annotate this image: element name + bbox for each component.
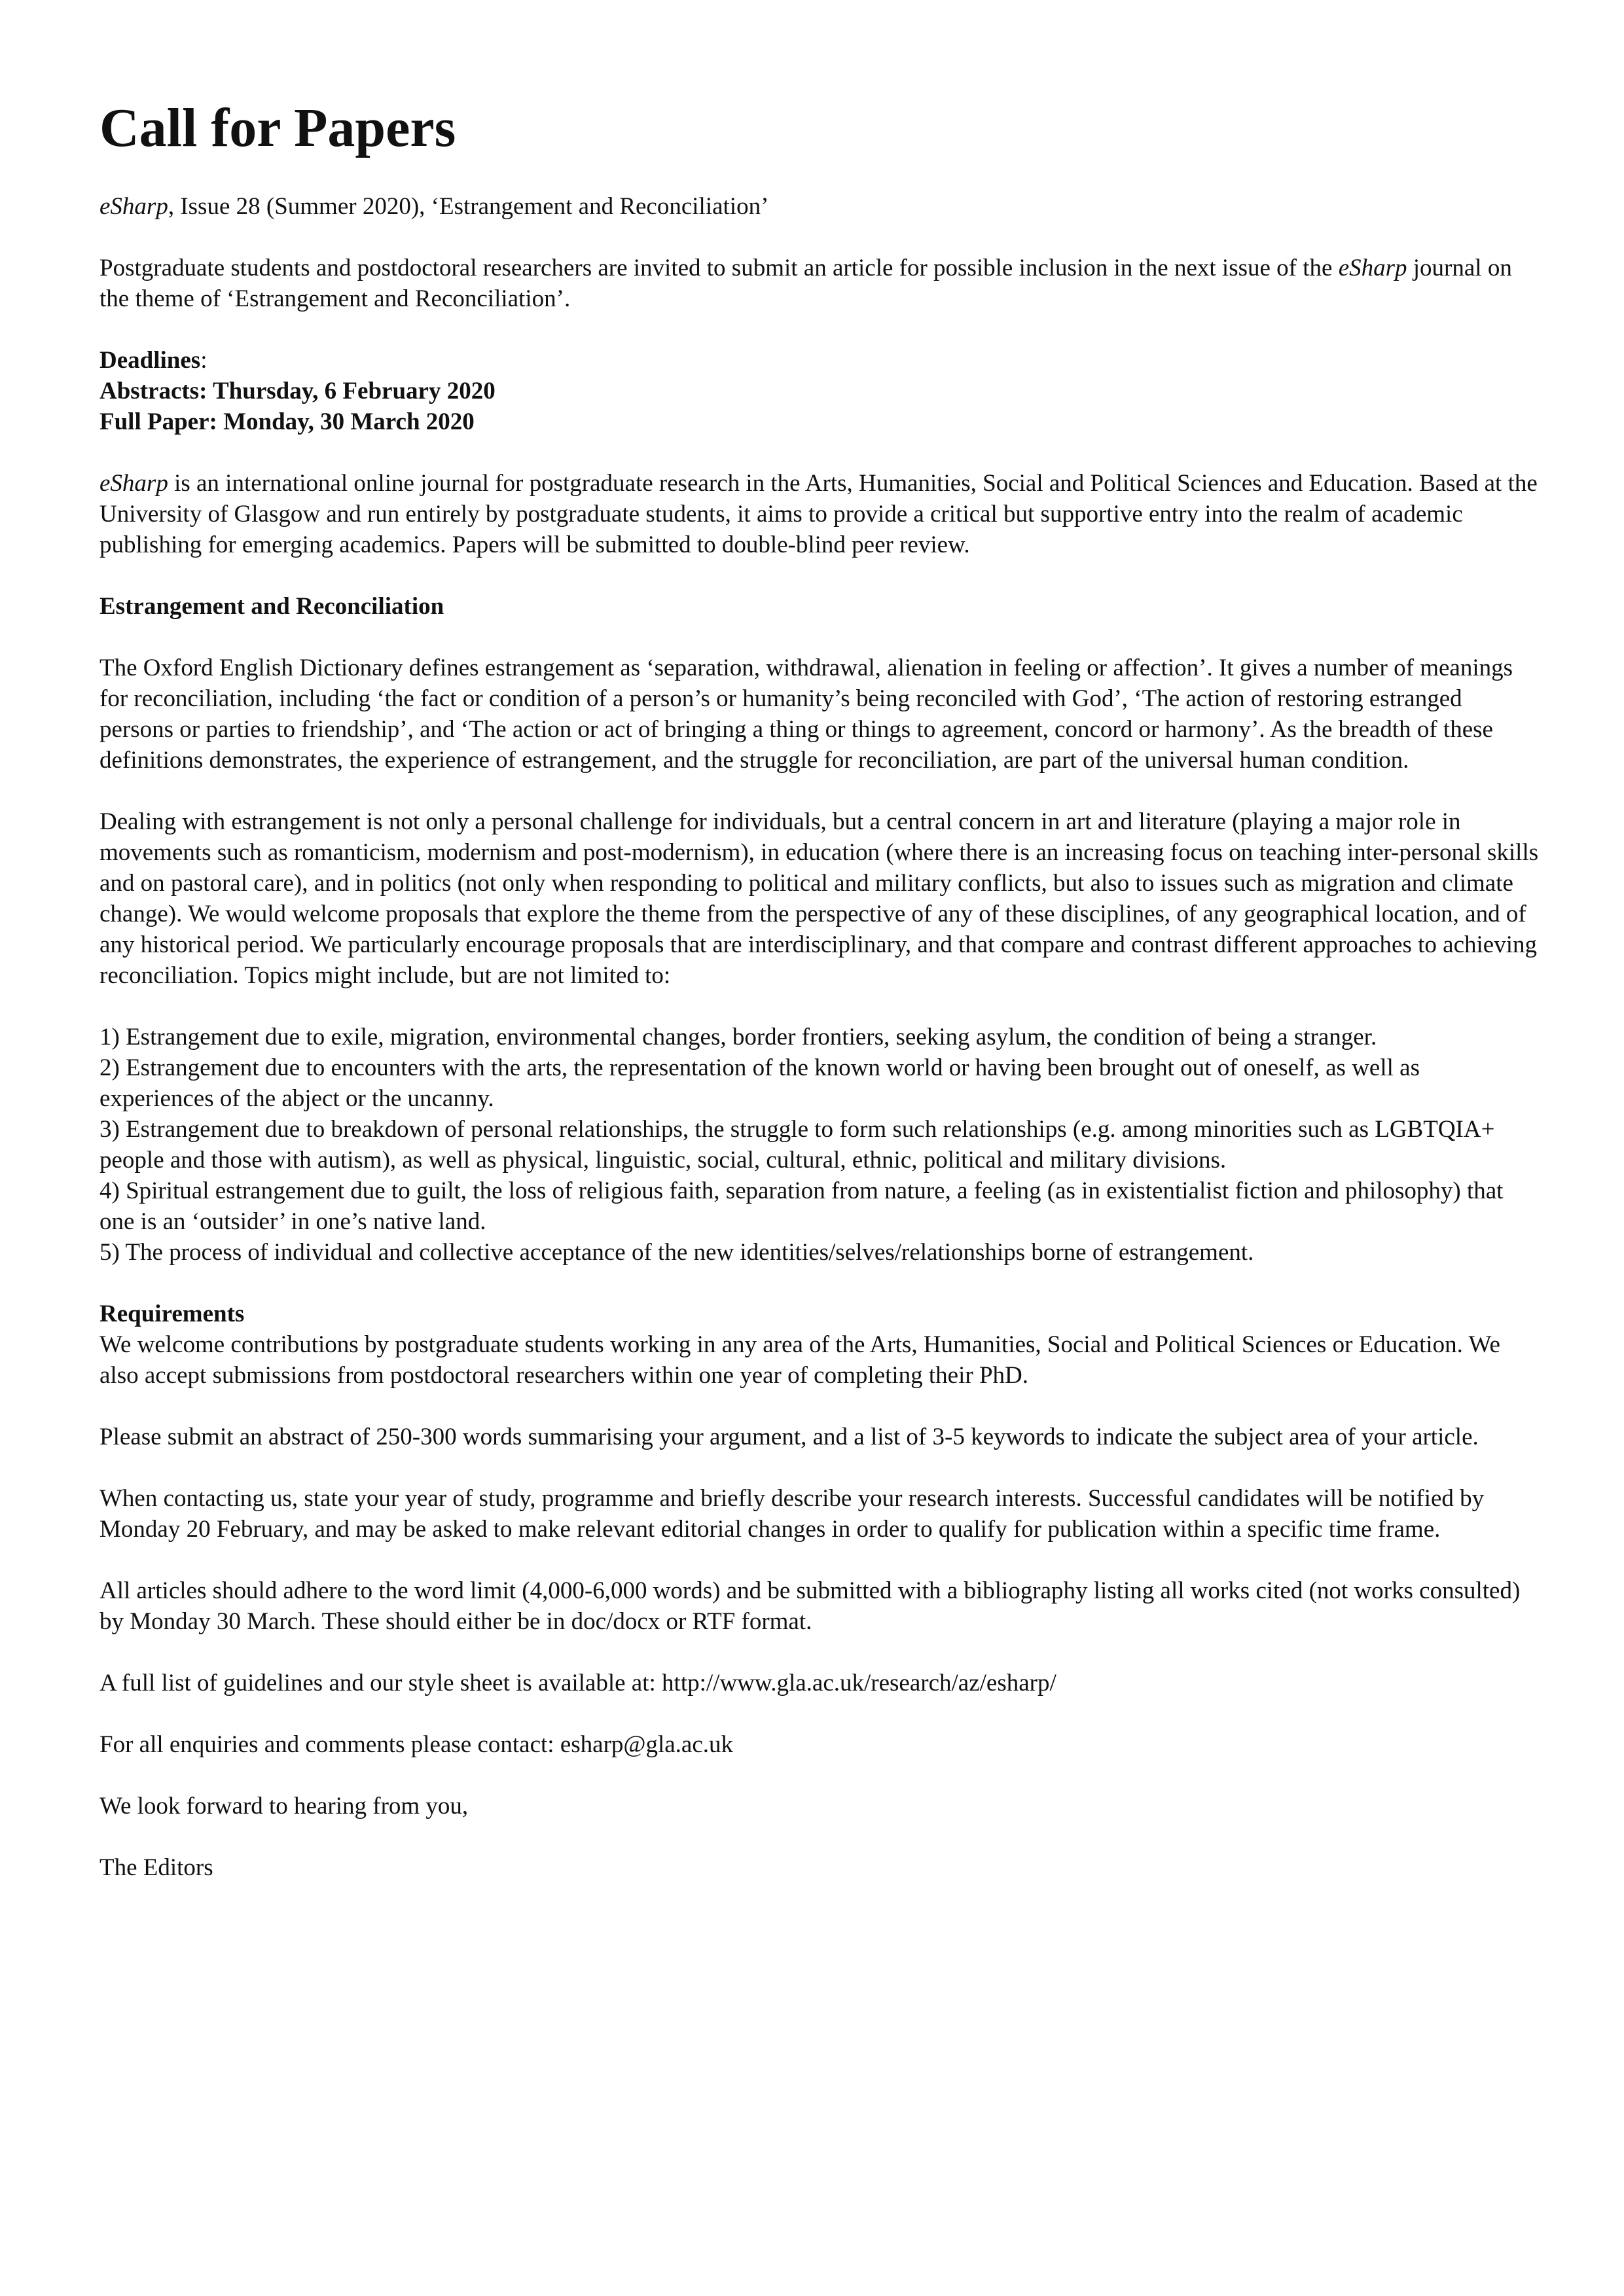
requirements-block [99,1299,1540,1391]
intro-text-start: Postgraduate students and postdoctoral researchers are invited to submit an article for possible inclusion in the next issue of the [99,255,1339,282]
contact-email-link[interactable]: esharp@gla.ac.uk [560,1731,734,1759]
topics-list [99,1022,1540,1268]
topic-item: 2) Estrangement due to encounters with the arts, the representation of the known world or having been brought out of oneself, as well as experiences of the abject or the uncanny. [99,1054,1420,1113]
contact-text: For all enquiries and comments please contact: [99,1731,560,1759]
contact-instructions: When contacting us, state your year of study, programme and briefly describe your research interests. Successful candidates will be notified by Monday 20 February, and may be asked to make relevant editorial changes in order to qualify for publication within a specific time frame. [99,1485,1485,1543]
full-paper-deadline: Full Paper: Monday, 30 March 2020 [99,408,475,436]
guidelines-link[interactable]: http://www.gla.ac.uk/research/az/esharp/ [662,1670,1056,1697]
abstracts-deadline: Abstracts: Thursday, 6 February 2020 [99,378,496,405]
page-title: Call for Papers [99,98,456,158]
issue-details: , Issue 28 (Summer 2020), ‘Estrangement and Reconciliation’ [168,193,769,221]
deadlines-colon: : [200,347,208,374]
topic-item: 1) Estrangement due to exile, migration, environmental changes, border frontiers, seeking asylum, the condition of being a stranger. [99,1024,1377,1051]
journal-name: eSharp [99,193,168,221]
topic-item: 4) Spiritual estrangement due to guilt, the loss of religious faith, separation from nature, a feeling (as in existentialist fiction and philosophy) that one is an ‘outsider’ in one’s native land. [99,1177,1504,1236]
signature: The Editors [99,1854,213,1882]
intro-paragraph [99,253,1540,314]
guidelines-text: A full list of guidelines and our style sheet is available at: [99,1670,662,1697]
contact-line [99,1729,1540,1760]
abstract-instructions: Please submit an abstract of 250-300 words summarising your argument, and a list of 3-5 keywords to indicate the subject area of your article. [99,1424,1479,1451]
guidelines-line [99,1668,1540,1698]
intro-text-end: journal on the theme of ‘Estrangement and Reconciliation’. [99,255,1512,313]
journal-name: eSharp [1338,255,1407,282]
journal-name: eSharp [99,470,168,497]
signoff: We look forward to hearing from you, [99,1793,469,1820]
section-heading: Estrangement and Reconciliation [99,593,444,620]
document-page [99,98,1540,1914]
topic-item: 5) The process of individual and collective acceptance of the new identities/selves/relationships borne of estrangement. [99,1239,1254,1266]
requirements-heading: Requirements [99,1300,245,1328]
topic-item: 3) Estrangement due to breakdown of personal relationships, the struggle to form such relationships (e.g. among minorities such as LGBTQIA+ people and those with autism), as well as physical, linguistic, social, cultural, ethnic, political and military divisions. [99,1116,1495,1174]
issue-subtitle [99,191,1540,222]
deadlines-block [99,345,1540,437]
about-text: is an international online journal for postgraduate research in the Arts, Humanities, Social and Political Sciences and Education. Based at the University of Glasgow and run entirely by postgraduate students, it aims to provide a critical but supportive entry into the realm of academic publishing for emerging academics. Papers will be submitted to double-blind peer review. [99,470,1538,559]
about-paragraph [99,468,1540,560]
deadlines-label: Deadlines [99,347,201,374]
scope-paragraph: Dealing with estrangement is not only a personal challenge for individuals, but a central concern in art and literature (playing a major role in movements such as romanticism, modernism and post-modernism), in education (where there is an increasing focus on teaching inter-personal skills and on pastoral care), and in politics (not only when responding to political and military conflicts, but also to issues such as migration and climate change). We would welcome proposals that explore the theme from the perspective of any of these disciplines, of any geographical location, and of any historical period. We particularly encourage proposals that are interdisciplinary, and that compare and contrast different approaches to achieving reconciliation. Topics might include, but are not limited to: [99,808,1539,990]
article-requirements: All articles should adhere to the word limit (4,000-6,000 words) and be submitted with a bibliography listing all works cited (not works consulted) by Monday 30 March. These should either be in doc/docx or RTF format. [99,1577,1521,1636]
definition-paragraph: The Oxford English Dictionary defines estrangement as ‘separation, withdrawal, alienation in feeling or affection’. It gives a number of meanings for reconciliation, including ‘the fact or condition of a person’s or humanity’s being reconciled with God’, ‘The action of restoring estranged persons or parties to friendship’, and ‘The action or act of bringing a thing or things to agreement, concord or harmony’. As the breadth of these definitions demonstrates, the experience of estrangement, and the struggle for reconciliation, are part of the universal human condition. [99,655,1513,774]
requirements-text: We welcome contributions by postgraduate students working in any area of the Arts, Humanities, Social and Political Sciences or Education. We also accept submissions from postdoctoral researchers within one year of completing their PhD. [99,1331,1500,1390]
